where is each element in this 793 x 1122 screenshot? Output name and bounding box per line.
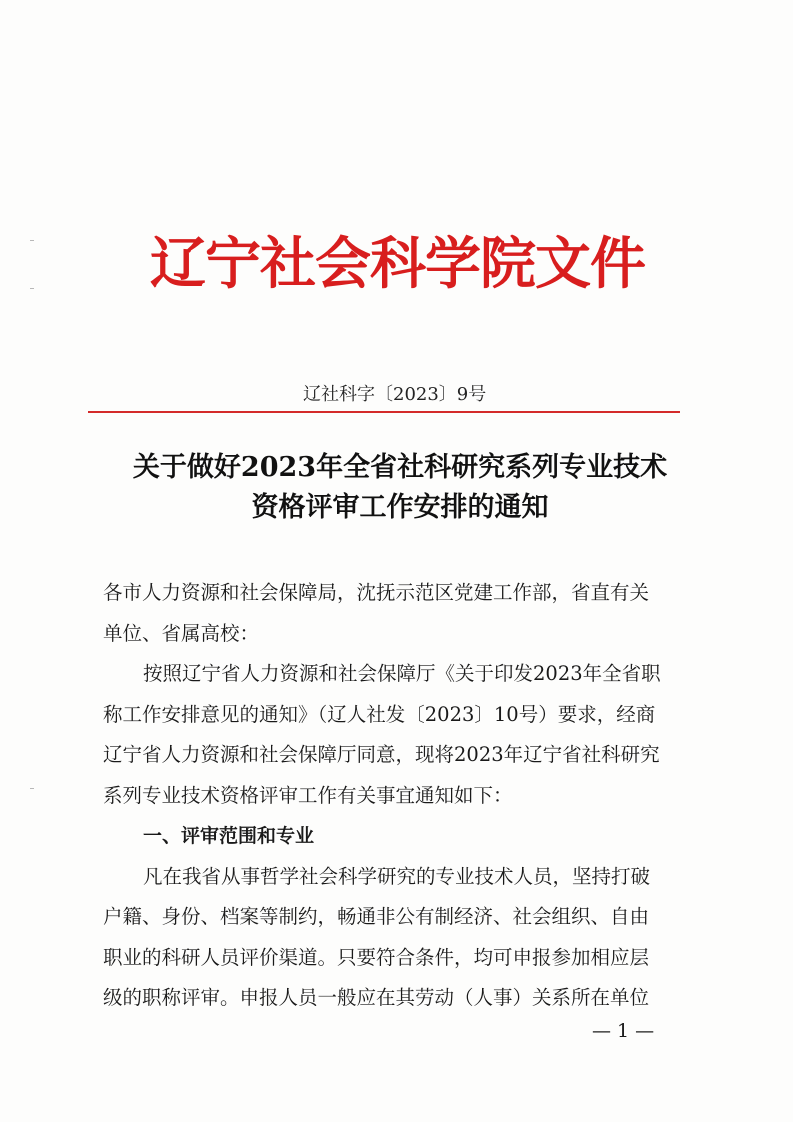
notice-title-line: 资格评审工作安排的通知 <box>251 492 549 523</box>
notice-title-line: 关于做好2023年全省社科研究系列专业技术 <box>132 452 668 483</box>
document-number: 辽社科字〔2023〕9号 <box>303 384 487 405</box>
notice-body <box>103 573 713 1019</box>
scan-artifact <box>30 788 34 789</box>
document-header-title: 辽宁社会科学院文件 <box>150 232 645 297</box>
paragraph-line: 辽宁省人力资源和社会保障厅同意，现将2023年辽宁省社科研究 <box>103 743 660 766</box>
paragraph-line: 户籍、身份、档案等制约，畅通非公有制经济、社会组织、自由 <box>103 905 650 928</box>
red-divider-line <box>88 411 680 413</box>
paragraph-line: 职业的科研人员评价渠道。只要符合条件，均可申报参加相应层 <box>103 945 650 969</box>
paragraph-line: 按照辽宁省人力资源和社会保障厅《关于印发2023年全省职 <box>143 662 661 685</box>
paragraph-line: 级的职称评审。申报人员一般应在其劳动（人事）关系所在单位 <box>103 986 650 1009</box>
addressee-line: 单位、省属高校： <box>103 621 260 645</box>
notice-title <box>80 448 720 528</box>
scan-artifact <box>30 288 34 289</box>
paragraph-line: 称工作安排意见的通知》（辽人社发〔2023〕10号）要求，经商 <box>103 702 656 726</box>
scan-artifact <box>30 240 34 241</box>
paragraph-line: 凡在我省从事哲学社会科学研究的专业技术人员，坚持打破 <box>143 864 651 888</box>
page-number: — 1 — <box>592 1020 655 1042</box>
paragraph-line: 系列专业技术资格评审工作有关事宜通知如下： <box>103 783 513 807</box>
addressee-line: 各市人力资源和社会保障局，沈抚示范区党建工作部，省直有关 <box>103 581 650 604</box>
section-heading: 一、评审范围和专业 <box>143 825 315 847</box>
